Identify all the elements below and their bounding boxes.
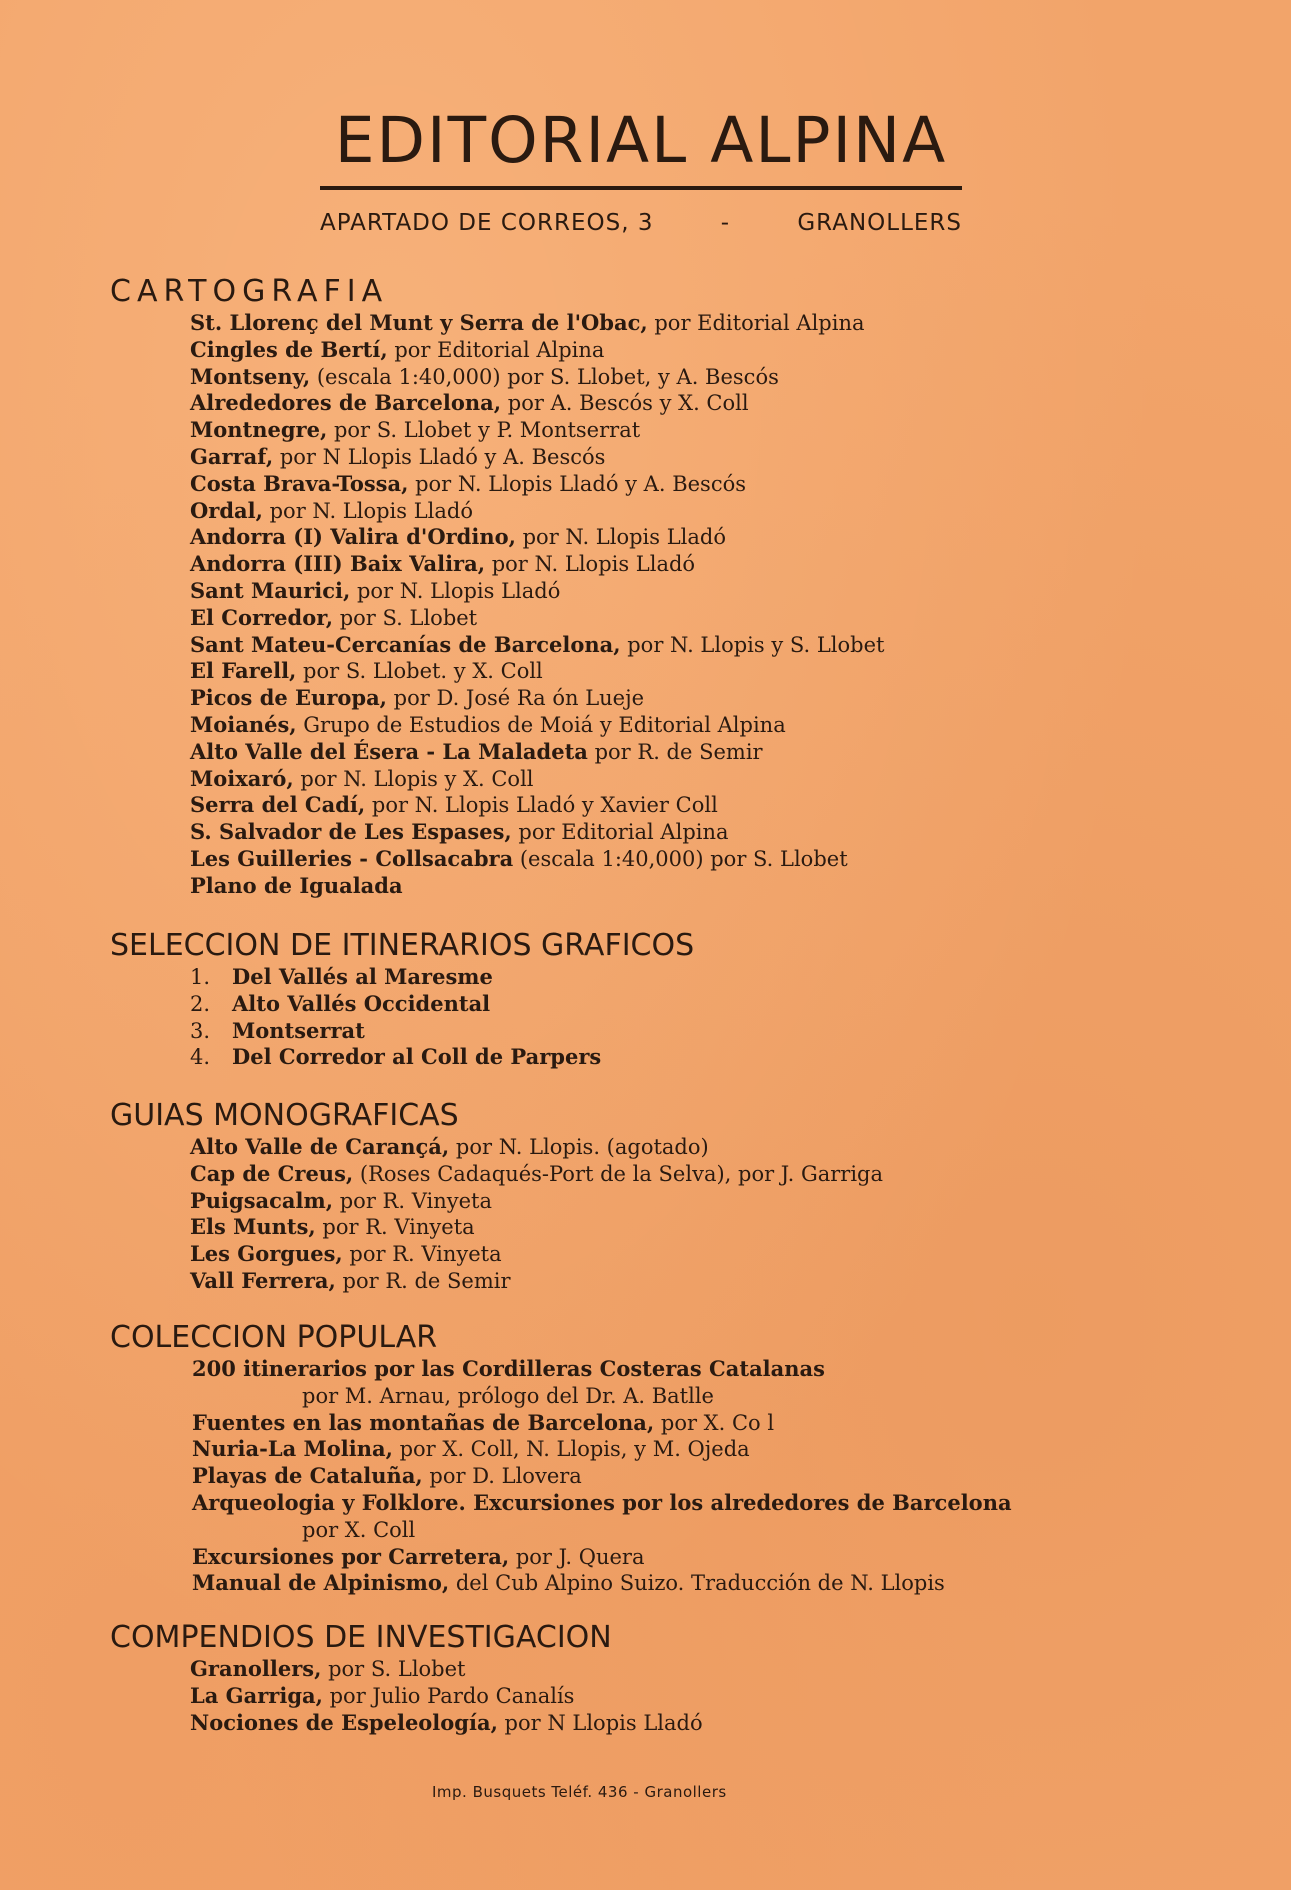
item-rest: por X. Co l	[654, 1410, 775, 1435]
item-rest: por Editorial Alpina	[387, 337, 605, 362]
item-rest: (Roses Cadaqués-Port de la Selva), por J. Garriga	[353, 1161, 883, 1186]
item-rest: por R. de Semir	[587, 739, 763, 764]
item-number: 3.	[190, 1018, 211, 1043]
item-title: Nuria-La Molina,	[192, 1436, 393, 1462]
item-title: S. Salvador de Les Espases,	[190, 819, 512, 845]
list-item	[190, 310, 884, 337]
item-title: Puigsacalm,	[190, 1187, 334, 1213]
item-title: Montserrat	[232, 1017, 365, 1043]
item-title: Del Corredor al Coll de Parpers	[232, 1044, 602, 1070]
item-title: Playas de Cataluña,	[192, 1463, 423, 1489]
list-item	[190, 578, 884, 605]
item-title: Plano de Igualada	[190, 872, 403, 898]
item-title: Alto Valle del Ésera - La Maladeta	[190, 738, 588, 764]
list-item	[190, 364, 884, 391]
printer-imprint: Imp. Busquets Teléf. 436 - Granollers	[432, 1783, 727, 1801]
item-rest: por N. Llopis Lladó	[262, 498, 473, 523]
item-title: Alto Valle de Carançá,	[190, 1134, 450, 1159]
item-title: Arqueologia y Folklore. Excursiones por los alrededores de Barcelona	[192, 1489, 1012, 1515]
list-item	[192, 1544, 1012, 1571]
list-item	[190, 417, 884, 444]
item-rest: por R. Vinyeta	[333, 1188, 492, 1213]
item-title: Moianés,	[190, 711, 297, 737]
item-rest: por N. Llopis y X. Coll	[293, 766, 534, 791]
item-rest: (escala 1:40,000) por S. Llobet	[513, 846, 848, 871]
list-item	[190, 1656, 703, 1683]
section-itinerarios	[110, 928, 694, 1071]
item-rest: por D. José Ra ón Lueje	[387, 686, 645, 711]
section-heading: GUIAS MONOGRAFICAS	[110, 1098, 459, 1133]
item-title: Excursiones por Carretera,	[192, 1543, 510, 1569]
item-title: 200 itinerarios por las Cordilleras Costeras Catalanas	[192, 1356, 825, 1381]
item-title: Costa Brava-Tossa,	[190, 470, 409, 496]
section-compendios	[110, 1620, 703, 1736]
list-item	[190, 551, 884, 578]
item-continuation: por X. Coll	[302, 1517, 416, 1542]
list-item	[190, 444, 884, 471]
item-title: Alrededores de Barcelona,	[190, 390, 502, 416]
page-title: EDITORIAL ALPINA	[334, 104, 948, 177]
item-rest: por N. Llopis Lladó y A. Bescós	[408, 471, 747, 496]
list-item	[192, 1436, 1012, 1463]
list-item	[192, 1463, 1012, 1490]
list-item	[190, 964, 694, 991]
item-rest: por X. Coll, N. Llopis, y M. Ojeda	[392, 1437, 750, 1462]
item-rest: por Editorial Alpina	[647, 311, 865, 335]
item-title: Les Gorgues,	[190, 1241, 343, 1267]
item-rest: por S. Llobet y P. Montserrat	[327, 418, 641, 443]
item-rest: por N Llopis Lladó y A. Bescós	[273, 444, 606, 469]
list-item	[190, 1134, 883, 1161]
item-rest: por N. Llopis Lladó y Xavier Coll	[365, 793, 718, 818]
item-number: 2.	[190, 991, 211, 1016]
list-item	[190, 819, 884, 846]
list-item	[190, 792, 884, 819]
list-item	[190, 1018, 694, 1045]
item-rest: por N Llopis Lladó	[497, 1710, 703, 1735]
item-rest: por S. Llobet. y X. Coll	[296, 659, 543, 684]
item-title: El Corredor,	[190, 604, 334, 630]
list-item	[190, 1683, 703, 1710]
item-rest: por Julio Pardo Canalís	[322, 1683, 575, 1708]
list-item-continuation	[192, 1517, 1012, 1544]
item-title: Ordal,	[190, 497, 263, 523]
item-title: Cingles de Bertí,	[190, 336, 388, 362]
item-title: Fuentes en las montañas de Barcelona,	[192, 1409, 655, 1435]
item-title: Sant Mateu-Cercanías de Barcelona,	[190, 631, 621, 657]
item-rest: por N. Llopis Lladó	[515, 525, 726, 550]
item-title: Alto Vallés Occidental	[232, 990, 491, 1016]
list-item	[190, 1710, 703, 1737]
list-item	[190, 524, 884, 551]
item-title: La Garriga,	[190, 1682, 323, 1708]
item-rest: por Editorial Alpina	[511, 820, 729, 845]
section-list	[110, 1134, 883, 1295]
item-title: Manual de Alpinismo,	[192, 1570, 450, 1596]
item-rest: por D. Llovera	[422, 1464, 582, 1489]
list-item	[190, 1161, 883, 1188]
item-number: 1.	[190, 965, 211, 989]
list-item	[190, 991, 694, 1018]
list-item	[192, 1490, 1012, 1517]
section-list	[110, 964, 694, 1071]
list-item-continuation	[192, 1383, 1012, 1410]
list-item	[192, 1356, 1012, 1383]
list-item	[190, 873, 884, 900]
item-title: Nociones de Espeleología,	[190, 1709, 498, 1735]
section-list	[110, 310, 884, 900]
item-rest: por S. Llobet	[333, 605, 478, 630]
section-cartografia	[110, 274, 884, 900]
item-rest: por N. Llopis. (agotado)	[449, 1135, 709, 1159]
item-title: Andorra (I) Valira d'Ordino,	[190, 524, 516, 550]
title-rule	[320, 186, 962, 190]
list-item	[190, 685, 884, 712]
address-separator: -	[720, 210, 731, 236]
item-rest: por J. Quera	[509, 1544, 645, 1569]
list-item	[190, 712, 884, 739]
list-item	[190, 658, 884, 685]
item-rest: por A. Bescós y X. Coll	[501, 391, 749, 416]
item-title: Cap de Creus,	[190, 1160, 354, 1186]
section-heading: SELECCION DE ITINERARIOS GRAFICOS	[110, 928, 695, 963]
list-item	[190, 1268, 883, 1295]
section-guias	[110, 1098, 883, 1295]
list-item	[190, 1214, 883, 1241]
item-rest: Grupo de Estudios de Moiá y Editorial Alpina	[296, 712, 786, 737]
item-title: Els Munts,	[190, 1214, 316, 1240]
item-title: Serra del Cadí,	[190, 792, 366, 818]
item-title: Montseny,	[190, 363, 311, 389]
item-rest: por S. Llobet	[321, 1657, 466, 1681]
item-title: Del Vallés al Maresme	[232, 964, 493, 989]
list-item	[190, 605, 884, 632]
item-continuation: por M. Arnau, prólogo del Dr. A. Batlle	[302, 1383, 714, 1408]
section-popular	[110, 1320, 1012, 1597]
item-rest: por N. Llopis Lladó	[485, 552, 696, 577]
masthead	[320, 104, 962, 236]
item-title: Montnegre,	[190, 417, 328, 443]
item-title: Moixaró,	[190, 765, 294, 791]
list-item	[190, 1044, 694, 1071]
list-item	[192, 1570, 1012, 1597]
item-rest: por N. Llopis y S. Llobet	[620, 632, 885, 657]
list-item	[190, 337, 884, 364]
item-title: Garraf,	[190, 443, 274, 469]
item-title: Picos de Europa,	[190, 685, 387, 711]
list-item	[192, 1410, 1012, 1437]
item-title: Sant Maurici,	[190, 577, 351, 603]
section-list	[110, 1656, 703, 1736]
address-right: GRANOLLERS	[797, 210, 962, 236]
item-title: El Farell,	[190, 658, 297, 684]
item-title: Granollers,	[190, 1656, 322, 1681]
list-item	[190, 498, 884, 525]
item-rest: por R. de Semir	[335, 1268, 511, 1293]
list-item	[190, 471, 884, 498]
list-item	[190, 739, 884, 766]
section-heading: COMPENDIOS DE INVESTIGACION	[110, 1620, 612, 1655]
item-title: Les Guilleries - Collsacabra	[190, 845, 514, 871]
list-item	[190, 846, 884, 873]
list-item	[190, 390, 884, 417]
list-item	[190, 1188, 883, 1215]
section-heading: CARTOGRAFIA	[110, 274, 389, 309]
address-left: APARTADO DE CORREOS, 3	[320, 210, 654, 236]
item-title: Vall Ferrera,	[190, 1267, 336, 1293]
list-item	[190, 632, 884, 659]
section-heading: COLECCION POPULAR	[110, 1320, 438, 1355]
item-rest: (escala 1:40,000) por S. Llobet, y A. Bescós	[310, 364, 779, 389]
item-rest: del Cub Alpino Suizo. Traducción de N. Llopis	[449, 1571, 945, 1596]
item-rest: por R. Vinyeta	[342, 1242, 502, 1267]
item-rest: por R. Vinyeta	[315, 1215, 475, 1240]
list-item	[190, 1241, 883, 1268]
address-line	[320, 210, 962, 236]
item-rest: por N. Llopis Lladó	[350, 578, 561, 603]
item-title: St. Llorenç del Munt y Serra de l'Obac,	[190, 310, 648, 335]
item-title: Andorra (III) Baix Valira,	[190, 551, 486, 577]
list-item	[190, 766, 884, 793]
section-list	[110, 1356, 1012, 1597]
item-number: 4.	[190, 1045, 211, 1070]
